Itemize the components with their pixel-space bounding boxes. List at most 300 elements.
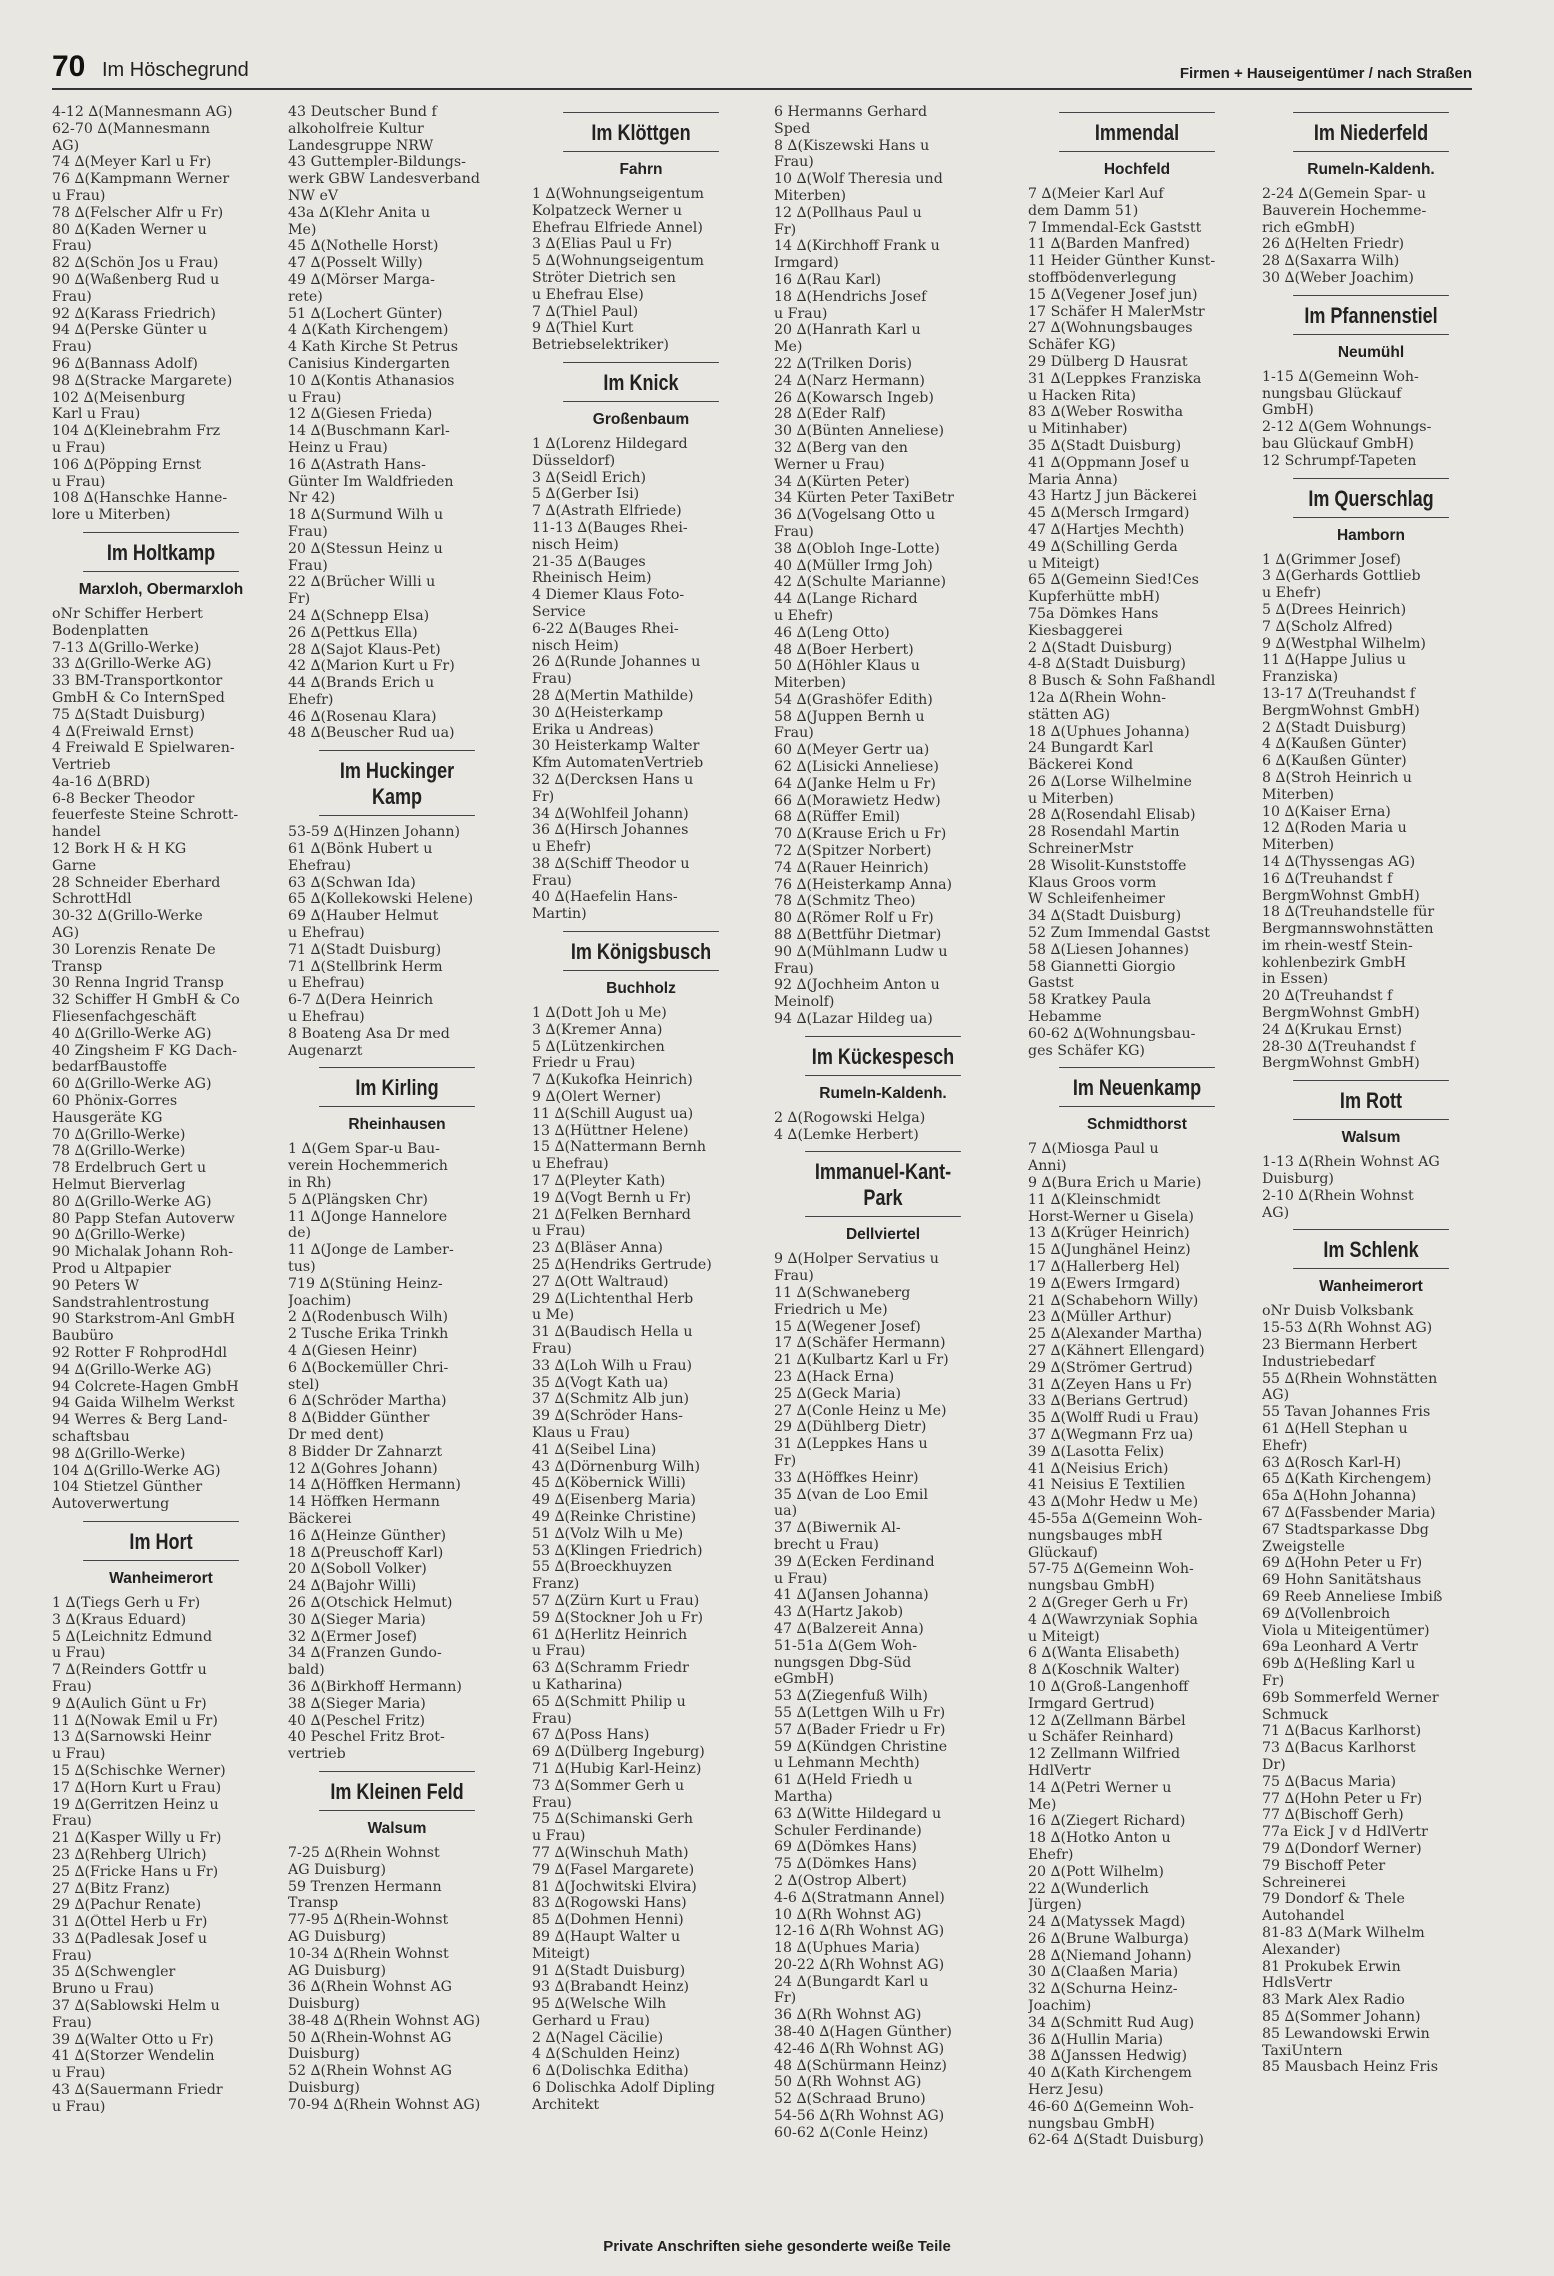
- directory-entry: 45 ∆(Mersch Irmgard): [1028, 505, 1190, 522]
- directory-entry: 24 ∆(Bungardt Karl u: [774, 1973, 929, 1990]
- directory-entry: 90 Peters W: [52, 1277, 140, 1294]
- directory-entry: Jürgen): [1028, 1897, 1082, 1914]
- directory-entry: 4 ∆(Freiwald Ernst): [52, 723, 195, 740]
- directory-entry: 21-35 ∆(Bauges: [532, 553, 646, 570]
- directory-entry: 62-64 ∆(Stadt Duisburg): [1028, 2132, 1204, 2149]
- directory-entry: 58 Kratkey Paula: [1028, 992, 1152, 1009]
- directory-entry: 61 ∆(Held Friedh u: [774, 1772, 913, 1789]
- directory-entry: 8 Busch & Sohn Faßhandl: [1028, 673, 1216, 690]
- directory-entry: Duisburg): [288, 1996, 360, 2013]
- directory-entry: Betriebselektriker): [532, 337, 669, 354]
- directory-entry: 58 ∆(Juppen Bernh u: [774, 708, 925, 725]
- directory-entry: Frau): [532, 671, 572, 688]
- directory-entry: 95 ∆(Welsche Wilh: [532, 1996, 667, 2013]
- column-1: [52, 104, 270, 2116]
- directory-entry: 2 ∆(Rodenbusch Wilh): [288, 1309, 448, 1326]
- directory-entry: 28 ∆(Rosendahl Elisab): [1028, 807, 1196, 824]
- directory-entry: 37 ∆(Wegmann Frz ua): [1028, 1426, 1194, 1443]
- directory-entry: bedarfBaustoffe: [52, 1059, 168, 1076]
- directory-entry: Bodenplatten: [52, 622, 149, 639]
- directory-entry: Miterben): [774, 675, 847, 692]
- directory-entry: 11 ∆(Schill August ua): [532, 1105, 694, 1122]
- directory-entry: 48 ∆(Boer Herbert): [774, 641, 914, 658]
- directory-entry: 14 ∆(Kirchhoff Frank u: [774, 238, 940, 255]
- directory-entry: Rheinisch Heim): [532, 570, 652, 587]
- directory-entry: 25 ∆(Hendriks Gertrude): [532, 1257, 712, 1274]
- directory-entry: Bruno u Frau): [52, 1981, 154, 1998]
- directory-entry: 83 Mark Alex Radio: [1262, 1992, 1405, 2009]
- directory-entry: 6 ∆(Schröder Martha): [288, 1393, 447, 1410]
- directory-entry: Bäckerei Kond: [1028, 757, 1134, 774]
- directory-entry: BergmWohnst GmbH): [1262, 1055, 1420, 1072]
- directory-entry: BergmWohnst GmbH): [1262, 1005, 1420, 1022]
- directory-entry: Meinolf): [774, 994, 835, 1011]
- directory-entry: u Frau): [52, 473, 106, 490]
- district-heading: Wanheimerort: [1319, 1278, 1423, 1296]
- directory-entry: 64 ∆(Janke Helm u Fr): [774, 775, 936, 792]
- directory-entry: brecht u Frau): [774, 1536, 879, 1553]
- directory-entry: 14 ∆(Thyssengas AG): [1262, 853, 1416, 870]
- directory-entry: 32 Schiffer H GmbH & Co: [52, 992, 240, 1009]
- directory-entry: 16 ∆(Rau Karl): [774, 271, 882, 288]
- directory-entry: 40 ∆(Kath Kirchengem: [1028, 2065, 1192, 2082]
- directory-entry: 79 Dondorf & Thele: [1262, 1891, 1405, 1908]
- directory-entry: u Frau): [288, 389, 342, 406]
- directory-entry: 11 Heider Günther Kunst-: [1028, 253, 1216, 270]
- directory-entry: 18 ∆(Surmund Wilh u: [288, 507, 444, 524]
- directory-entry: 14 ∆(Petri Werner u: [1028, 1779, 1172, 1796]
- directory-entry: 78 ∆(Felscher Alfr u Fr): [52, 204, 224, 221]
- directory-entry: 7 ∆(Reinders Gottfr u: [52, 1662, 207, 1679]
- directory-entry: 24 Bungardt Karl: [1028, 740, 1154, 757]
- directory-entry: 35 ∆(Vogt Kath ua): [532, 1374, 669, 1391]
- district-heading: Marxloh, Obermarxloh: [78, 580, 244, 598]
- directory-entry: Frau): [52, 288, 92, 305]
- column-6: [1262, 104, 1480, 2076]
- directory-entry: 34 ∆(Wohlfeil Johann): [532, 805, 689, 822]
- directory-entry: feuerfeste Steine Schrott-: [52, 807, 239, 824]
- directory-entry: 27 ∆(Bitz Franz): [52, 1880, 170, 1897]
- directory-entry: 1 ∆(Lorenz Hildegard: [532, 435, 688, 452]
- directory-entry: bald): [288, 1662, 325, 1679]
- directory-entry: 75 ∆(Bacus Maria): [1262, 1773, 1397, 1790]
- directory-entry: 12 ∆(Giesen Frieda): [288, 406, 433, 423]
- directory-entry: 24 ∆(Narz Hermann): [774, 372, 925, 389]
- directory-entry: 83 ∆(Rogowski Hans): [532, 1895, 687, 1912]
- directory-entry: 35 ∆(Wolff Rudi u Frau): [1028, 1410, 1199, 1427]
- directory-entry: 61 ∆(Hell Stephan u: [1262, 1421, 1408, 1438]
- directory-entry: 75a Dömkes Hans: [1028, 605, 1159, 622]
- directory-entry: 5 ∆(Lützenkirchen: [532, 1038, 665, 1055]
- directory-entry: 18 ∆(Treuhandstelle für: [1262, 904, 1435, 921]
- directory-entry: u Mitinhaber): [1028, 421, 1128, 438]
- street-heading: Im Kleinen Feld: [319, 1771, 475, 1811]
- directory-entry: 12 Bork H & H KG: [52, 841, 187, 858]
- directory-entry: u Frau): [532, 1223, 586, 1240]
- directory-entry: 49 ∆(Eisenberg Maria): [532, 1492, 696, 1509]
- directory-entry: 10 ∆(Groß-Langenhoff: [1028, 1678, 1189, 1695]
- directory-entry: stoffbödenverlegung: [1028, 269, 1177, 286]
- directory-entry: 4 ∆(Lemke Herbert): [774, 1126, 919, 1143]
- directory-entry: 94 Werres & Berg Land-: [52, 1412, 228, 1429]
- directory-entry: 4 ∆(Schulden Heinz): [532, 2046, 681, 2063]
- street-heading: Im Schlenk: [1293, 1229, 1449, 1269]
- directory-entry: 61 ∆(Herlitz Heinrich: [532, 1626, 688, 1643]
- directory-entry: Maria Anna): [1028, 471, 1118, 488]
- directory-entry: Transp: [288, 1895, 339, 1912]
- directory-entry: 11 ∆(Happe Julius u: [1262, 652, 1406, 669]
- directory-entry: 43 ∆(Mohr Hedw u Me): [1028, 1494, 1199, 1511]
- directory-entry: Miteigt): [532, 1945, 591, 1962]
- directory-entry: Günter Im Waldfrieden: [288, 473, 454, 490]
- street-heading: Im Hort: [83, 1521, 239, 1561]
- directory-entry: 81-83 ∆(Mark Wilhelm: [1262, 1924, 1425, 1941]
- directory-entry: 29 ∆(Dühlberg Dietr): [774, 1419, 927, 1436]
- directory-entry: u Ehefr): [532, 839, 592, 856]
- directory-entry: 69a Leonhard A Vertr: [1262, 1639, 1418, 1656]
- street-heading: Im Pfannenstiel: [1293, 295, 1449, 335]
- directory-entry: 98 ∆(Grillo-Werke): [52, 1445, 186, 1462]
- section-title: Firmen + Hauseigentümer / nach Straßen: [1179, 65, 1472, 82]
- directory-entry: 17 Schäfer H MalerMstr: [1028, 303, 1205, 320]
- directory-entry: in Essen): [1262, 971, 1329, 988]
- directory-entry: im rhein-westf Stein-: [1262, 937, 1413, 954]
- directory-entry: 77-95 ∆(Rhein-Wohnst: [288, 1912, 449, 1929]
- directory-entry: 58 ∆(Liesen Johannes): [1028, 941, 1189, 958]
- directory-entry: 24 ∆(Schnepp Elsa): [288, 607, 430, 624]
- directory-entry: 11-13 ∆(Bauges Rhei-: [532, 519, 688, 536]
- directory-entry: Me): [1028, 1796, 1057, 1813]
- directory-entry: 13 ∆(Hüttner Helene): [532, 1122, 689, 1139]
- directory-entry: 32 ∆(Ermer Josef): [288, 1628, 417, 1645]
- street-heading: Im Klöttgen: [563, 112, 719, 152]
- directory-entry: 11 ∆(Jonge Hannelore: [288, 1208, 448, 1225]
- directory-entry: 51-51a ∆(Gem Woh-: [774, 1637, 918, 1654]
- directory-entry: verein Hochemmerich: [288, 1158, 448, 1175]
- directory-entry: Miterben): [774, 187, 847, 204]
- street-heading: Im Kirling: [319, 1067, 475, 1107]
- directory-entry: 2 Tusche Erika Trinkh: [288, 1326, 449, 1343]
- directory-entry: 63 ∆(Schramm Friedr: [532, 1660, 689, 1677]
- directory-entry: 78 Erdelbruch Gert u: [52, 1160, 207, 1177]
- directory-entry: rete): [288, 288, 323, 305]
- directory-entry: u Schäfer Reinhard): [1028, 1729, 1174, 1746]
- directory-entry: 6-22 ∆(Bauges Rhei-: [532, 620, 679, 637]
- directory-entry: Fr): [774, 221, 797, 238]
- district-heading: Schmidthorst: [1087, 1116, 1187, 1134]
- directory-entry: 81 Prokubek Erwin: [1262, 1958, 1401, 1975]
- directory-entry: 29 ∆(Strömer Gertrud): [1028, 1359, 1193, 1376]
- directory-entry: Frau): [774, 1268, 814, 1285]
- directory-entry: 30-32 ∆(Grillo-Werke: [52, 908, 203, 925]
- directory-entry: oNr Duisb Volksbank: [1262, 1303, 1414, 1320]
- directory-entry: Transp: [52, 958, 103, 975]
- directory-entry: 719 ∆(Stüning Heinz-: [288, 1275, 443, 1292]
- directory-entry: 7 ∆(Astrath Elfriede): [532, 503, 682, 520]
- directory-entry: 36 ∆(Hullin Maria): [1028, 2031, 1164, 2048]
- directory-entry: 15-53 ∆(Rh Wohnst AG): [1262, 1320, 1433, 1337]
- directory-entry: 90 ∆(Grillo-Werke): [52, 1227, 186, 1244]
- directory-entry: Frau): [774, 725, 814, 742]
- directory-entry: 71 ∆(Stellbrink Herm: [288, 958, 443, 975]
- directory-entry: Frau): [774, 960, 814, 977]
- district-heading: Rumeln-Kaldenh.: [1307, 161, 1435, 178]
- directory-entry: 91 ∆(Stadt Duisburg): [532, 1962, 686, 1979]
- directory-entry: 53-59 ∆(Hinzen Johann): [288, 824, 461, 841]
- directory-entry: 104 ∆(Kleinebrahm Frz: [52, 423, 221, 440]
- directory-entry: 55 ∆(Broeckhuyzen: [532, 1559, 672, 1576]
- directory-entry: 23 ∆(Rehberg Ulrich): [52, 1846, 207, 1863]
- directory-entry: AG): [52, 137, 80, 154]
- directory-entry: 6-8 Becker Theodor: [52, 790, 195, 807]
- directory-entry: 44 ∆(Brands Erich u: [288, 675, 435, 692]
- directory-entry: 13 ∆(Sarnowski Heinr: [52, 1729, 211, 1746]
- directory-entry: Fr): [774, 1452, 797, 1469]
- directory-entry: Schäfer KG): [1028, 337, 1116, 354]
- directory-entry: 28 ∆(Mertin Mathilde): [532, 687, 694, 704]
- directory-entry: Gastst: [1028, 975, 1074, 992]
- directory-entry: Werner u Frau): [774, 456, 885, 473]
- directory-entry: 45 ∆(Köbernick Willi): [532, 1475, 686, 1492]
- directory-entry: 7 ∆(Meier Karl Auf: [1028, 186, 1164, 202]
- directory-entry: 10 ∆(Kontis Athanasios: [288, 372, 455, 389]
- directory-entry: 23 Biermann Herbert: [1262, 1337, 1417, 1354]
- directory-entry: 25 ∆(Fricke Hans u Fr): [52, 1863, 219, 1880]
- directory-entry: 69 ∆(Hohn Peter u Fr): [1262, 1555, 1423, 1572]
- directory-entry: 41 ∆(Jansen Johanna): [774, 1587, 929, 1604]
- district-heading: Walsum: [1341, 1129, 1401, 1147]
- directory-entry: 77a Eick J v d HdlVertr: [1262, 1824, 1428, 1841]
- directory-entry: 33 ∆(Grillo-Werke AG): [52, 656, 212, 673]
- directory-entry: 19 ∆(Vogt Bernh u Fr): [532, 1189, 691, 1206]
- directory-entry: 28 Rosendahl Martin: [1028, 824, 1180, 841]
- directory-entry: 75 ∆(Schimanski Gerh: [532, 1811, 693, 1828]
- directory-entry: 83 ∆(Weber Roswitha: [1028, 404, 1184, 421]
- directory-entry: 25 ∆(Geck Maria): [774, 1385, 902, 1402]
- directory-entry: 3 ∆(Gerhards Gottlieb: [1262, 568, 1421, 585]
- directory-entry: 55 ∆(Lettgen Wilh u Fr): [774, 1704, 946, 1721]
- directory-entry: rich eGmbH): [1262, 219, 1356, 236]
- directory-entry: 6 ∆(Wanta Elisabeth): [1028, 1645, 1180, 1662]
- directory-entry: 92 ∆(Karass Friedrich): [52, 305, 216, 322]
- directory-entry: 27 ∆(Conle Heinz u Me): [774, 1402, 947, 1419]
- directory-entry: 14 ∆(Buschmann Karl-: [288, 423, 450, 440]
- directory-entry: ges Schäfer KG): [1028, 1042, 1145, 1059]
- directory-entry: Franz): [532, 1576, 580, 1593]
- directory-entry: 26 ∆(Brune Walburga): [1028, 1930, 1189, 1947]
- directory-entry: 82 ∆(Schön Jos u Frau): [52, 255, 219, 272]
- directory-entry: 36 ∆(Birkhoff Hermann): [288, 1678, 462, 1695]
- directory-entry: Ehefrau Elfriede Annel): [532, 219, 703, 236]
- directory-entry: 4 ∆(Giesen Heinr): [288, 1343, 418, 1359]
- directory-entry: 15 ∆(Schischke Werner): [52, 1762, 226, 1779]
- directory-entry: Frau): [288, 523, 328, 540]
- directory-entry: Joachim): [288, 1292, 352, 1309]
- directory-entry: Schmuck: [1262, 1706, 1328, 1723]
- directory-entry: 23 ∆(Bläser Anna): [532, 1240, 663, 1257]
- directory-entry: 51 ∆(Volz Wilh u Me): [532, 1525, 684, 1542]
- directory-entry: 36 ∆(Hirsch Johannes: [532, 822, 689, 839]
- directory-entry: 73 ∆(Sommer Gerh u: [532, 1777, 685, 1794]
- district-heading: Großenbaum: [592, 410, 690, 428]
- directory-entry: 12-16 ∆(Rh Wohnst AG): [774, 1923, 945, 1940]
- directory-entry: 6-7 ∆(Dera Heinrich: [288, 992, 434, 1009]
- directory-entry: 78 ∆(Schmitz Theo): [774, 893, 916, 910]
- running-head: Im Höschegrund: [102, 59, 249, 81]
- directory-entry: 8 Bidder Dr Zahnarzt: [288, 1443, 443, 1460]
- directory-entry: 30 ∆(Sieger Maria): [288, 1611, 426, 1628]
- directory-entry: 10 ∆(Rh Wohnst AG): [774, 1906, 922, 1923]
- directory-entry: u Miteigt): [1028, 555, 1100, 572]
- directory-entry: Miterben): [1262, 837, 1335, 854]
- directory-entry: 78 ∆(Grillo-Werke): [52, 1143, 186, 1160]
- directory-entry: 4-6 ∆(Stratmann Annel): [774, 1889, 945, 1906]
- district-heading: Hamborn: [1336, 526, 1406, 544]
- directory-entry: 54 ∆(Grashöfer Edith): [774, 691, 933, 708]
- directory-entry: SchreinerMstr: [1028, 841, 1134, 858]
- directory-entry: u Frau): [532, 1828, 586, 1845]
- directory-entry: 30 ∆(Heisterkamp: [532, 704, 664, 721]
- directory-entry: 35 ∆(Schwengler: [52, 1964, 176, 1981]
- district-heading: Hochfeld: [1103, 161, 1171, 178]
- directory-entry: 32 ∆(Berg van den: [774, 439, 908, 456]
- directory-entry: 6 Hermanns Gerhard: [774, 104, 928, 120]
- directory-entry: 52 ∆(Schraad Bruno): [774, 2091, 926, 2108]
- directory-entry: SchrottHdl: [52, 891, 132, 908]
- directory-entry: 4-12 ∆(Mannesmann AG): [52, 104, 233, 120]
- directory-entry: 18 ∆(Uphues Maria): [774, 1940, 920, 1957]
- directory-entry: 48 ∆(Beuscher Rud ua): [288, 725, 455, 742]
- directory-entry: lore u Miterben): [52, 507, 171, 524]
- directory-entry: 45 ∆(Nothelle Horst): [288, 238, 439, 255]
- page-number: 70: [52, 50, 86, 83]
- directory-entry: 11 ∆(Kleinschmidt: [1028, 1191, 1161, 1208]
- directory-entry: 7 Immendal-Eck Gaststt: [1028, 219, 1202, 236]
- directory-entry: 18 ∆(Uphues Johanna): [1028, 723, 1190, 740]
- directory-entry: 6 ∆(Dolischka Editha): [532, 2063, 689, 2080]
- directory-entry: 33 BM-Transportkontor: [52, 673, 223, 690]
- directory-entry: 8 ∆(Kiszewski Hans u: [774, 137, 930, 154]
- directory-entry: HdlVertr: [1028, 1762, 1091, 1779]
- directory-entry: Irmgard): [774, 255, 839, 272]
- directory-entry: u Ehefr): [1262, 585, 1322, 602]
- street-heading: Im Knick: [563, 362, 719, 402]
- directory-entry: 63 ∆(Rosch Karl-H): [1262, 1454, 1402, 1471]
- directory-entry: 17 ∆(Horn Kurt u Frau): [52, 1779, 222, 1796]
- directory-entry: 8 ∆(Bidder Günther: [288, 1410, 430, 1427]
- directory-entry: 67 ∆(Fassbender Maria): [1262, 1505, 1436, 1522]
- directory-entry: Sandstrahlentrostung: [52, 1294, 210, 1311]
- directory-entry: 9 ∆(Olert Werner): [532, 1089, 661, 1106]
- directory-entry: 34 ∆(Stadt Duisburg): [1028, 908, 1182, 925]
- directory-entry: 40 ∆(Haefelin Hans-: [532, 889, 678, 906]
- directory-entry: 108 ∆(Hanschke Hanne-: [52, 490, 228, 507]
- directory-entry: 38 ∆(Sieger Maria): [288, 1695, 426, 1712]
- directory-entry: 37 ∆(Biwernik Al-: [774, 1520, 901, 1537]
- directory-entry: 40 Peschel Fritz Brot-: [288, 1729, 445, 1746]
- directory-entry: 47 ∆(Hartjes Mechth): [1028, 521, 1185, 538]
- directory-entry: Fr): [774, 1990, 797, 2007]
- directory-entry: 40 Zingsheim F KG Dach-: [52, 1042, 237, 1059]
- directory-entry: 65 ∆(Kath Kirchengem): [1262, 1471, 1432, 1488]
- directory-entry: Autohandel: [1262, 1908, 1345, 1925]
- street-heading: Im Querschlag: [1293, 478, 1449, 518]
- directory-entry: 22 ∆(Trilken Doris): [774, 355, 913, 372]
- directory-entry: 29 ∆(Pachur Renate): [52, 1897, 202, 1914]
- directory-entry: 4 ∆(Kath Kirchengem): [288, 322, 449, 339]
- directory-entry: 36 ∆(Rh Wohnst AG): [774, 2007, 922, 2024]
- directory-entry: 69 Reeb Anneliese Imbiß: [1262, 1589, 1443, 1605]
- directory-entry: 15 ∆(Junghänel Heinz): [1028, 1242, 1191, 1259]
- directory-entry: 21 ∆(Kulbartz Karl u Fr): [774, 1352, 949, 1369]
- directory-entry: 5 ∆(Gerber Isi): [532, 486, 640, 503]
- directory-entry: Duisburg): [288, 2046, 360, 2063]
- directory-entry: u Ehefrau): [288, 925, 365, 942]
- directory-entry: AG): [52, 925, 80, 942]
- directory-entry: 52 ∆(Rhein Wohnst AG: [288, 2063, 452, 2080]
- directory-entry: 7 ∆(Kukofka Heinrich): [532, 1072, 693, 1089]
- directory-entry: nisch Heim): [532, 637, 619, 654]
- directory-entry: 14 ∆(Höffken Hermann): [288, 1477, 461, 1494]
- directory-entry: 19 ∆(Ewers Irmgard): [1028, 1275, 1181, 1292]
- directory-entry: 17 ∆(Hallerberg Hel): [1028, 1259, 1180, 1276]
- directory-entry: 23 ∆(Müller Arthur): [1028, 1309, 1172, 1326]
- directory-entry: tus): [288, 1259, 316, 1276]
- directory-entry: Frau): [532, 1341, 572, 1358]
- directory-entry: Hausgeräte KG: [52, 1109, 163, 1126]
- directory-entry: 40 ∆(Grillo-Werke AG): [52, 1025, 212, 1042]
- directory-entry: Friedr u Frau): [532, 1055, 636, 1072]
- directory-entry: 38-40 ∆(Hagen Günther): [774, 2024, 952, 2041]
- directory-entry: 51 ∆(Lochert Günter): [288, 305, 443, 322]
- directory-entry: 62-70 ∆(Mannesmann: [52, 120, 210, 137]
- directory-entry: u Frau): [774, 305, 828, 322]
- directory-entry: 5 ∆(Plängsken Chr): [288, 1191, 428, 1208]
- directory-entry: 79 ∆(Dondorf Werner): [1262, 1840, 1422, 1857]
- directory-entry: 38 ∆(Janssen Hedwig): [1028, 2048, 1188, 2065]
- directory-entry: AG): [1262, 1204, 1290, 1221]
- column-2: [288, 104, 506, 2114]
- directory-entry: Irmgard Gertrud): [1028, 1695, 1155, 1712]
- directory-entry: 15 ∆(Nattermann Bernh: [532, 1139, 707, 1156]
- directory-entry: 31 ∆(Zeyen Hans u Fr): [1028, 1376, 1192, 1393]
- directory-entry: 85 Lewandowski Erwin: [1262, 2025, 1430, 2042]
- directory-entry: u Ehefrau): [288, 975, 365, 992]
- directory-entry: stätten AG): [1028, 706, 1111, 723]
- directory-entry: stel): [288, 1376, 320, 1393]
- directory-entry: 57-75 ∆(Gemeinn Woh-: [1028, 1561, 1194, 1578]
- directory-entry: 16 ∆(Astrath Hans-: [288, 456, 426, 473]
- directory-entry: 12 Schrumpf-Tapeten: [1262, 452, 1417, 469]
- district-heading: Dellviertel: [845, 1226, 921, 1244]
- directory-entry: 4 ∆(Wawrzyniak Sophia: [1028, 1611, 1198, 1628]
- directory-entry: 85 Mausbach Heinz Fris: [1262, 2059, 1438, 2076]
- directory-entry: 5 ∆(Wohnungseigentum: [532, 253, 704, 270]
- directory-entry: 57 ∆(Zürn Kurt u Frau): [532, 1592, 700, 1609]
- directory-entry: Ströter Dietrich sen: [532, 269, 676, 286]
- directory-entry: Zweigstelle: [1262, 1538, 1345, 1555]
- directory-entry: 1 ∆(Tiegs Gerh u Fr): [52, 1594, 201, 1611]
- directory-entry: 42 ∆(Schulte Marianne): [774, 574, 947, 591]
- directory-entry: 77 ∆(Winschuh Math): [532, 1844, 689, 1861]
- directory-entry: 69 ∆(Dömkes Hans): [774, 1839, 917, 1856]
- directory-entry: 41 ∆(Storzer Wendelin: [52, 2048, 215, 2065]
- directory-entry: nungsbau GmbH): [1028, 1578, 1155, 1595]
- directory-entry: 7 ∆(Miosga Paul u: [1028, 1141, 1159, 1158]
- directory-entry: vertrieb: [288, 1746, 346, 1763]
- directory-entry: 38 ∆(Schiff Theodor u: [532, 855, 690, 872]
- directory-entry: 40 ∆(Peschel Fritz): [288, 1712, 425, 1729]
